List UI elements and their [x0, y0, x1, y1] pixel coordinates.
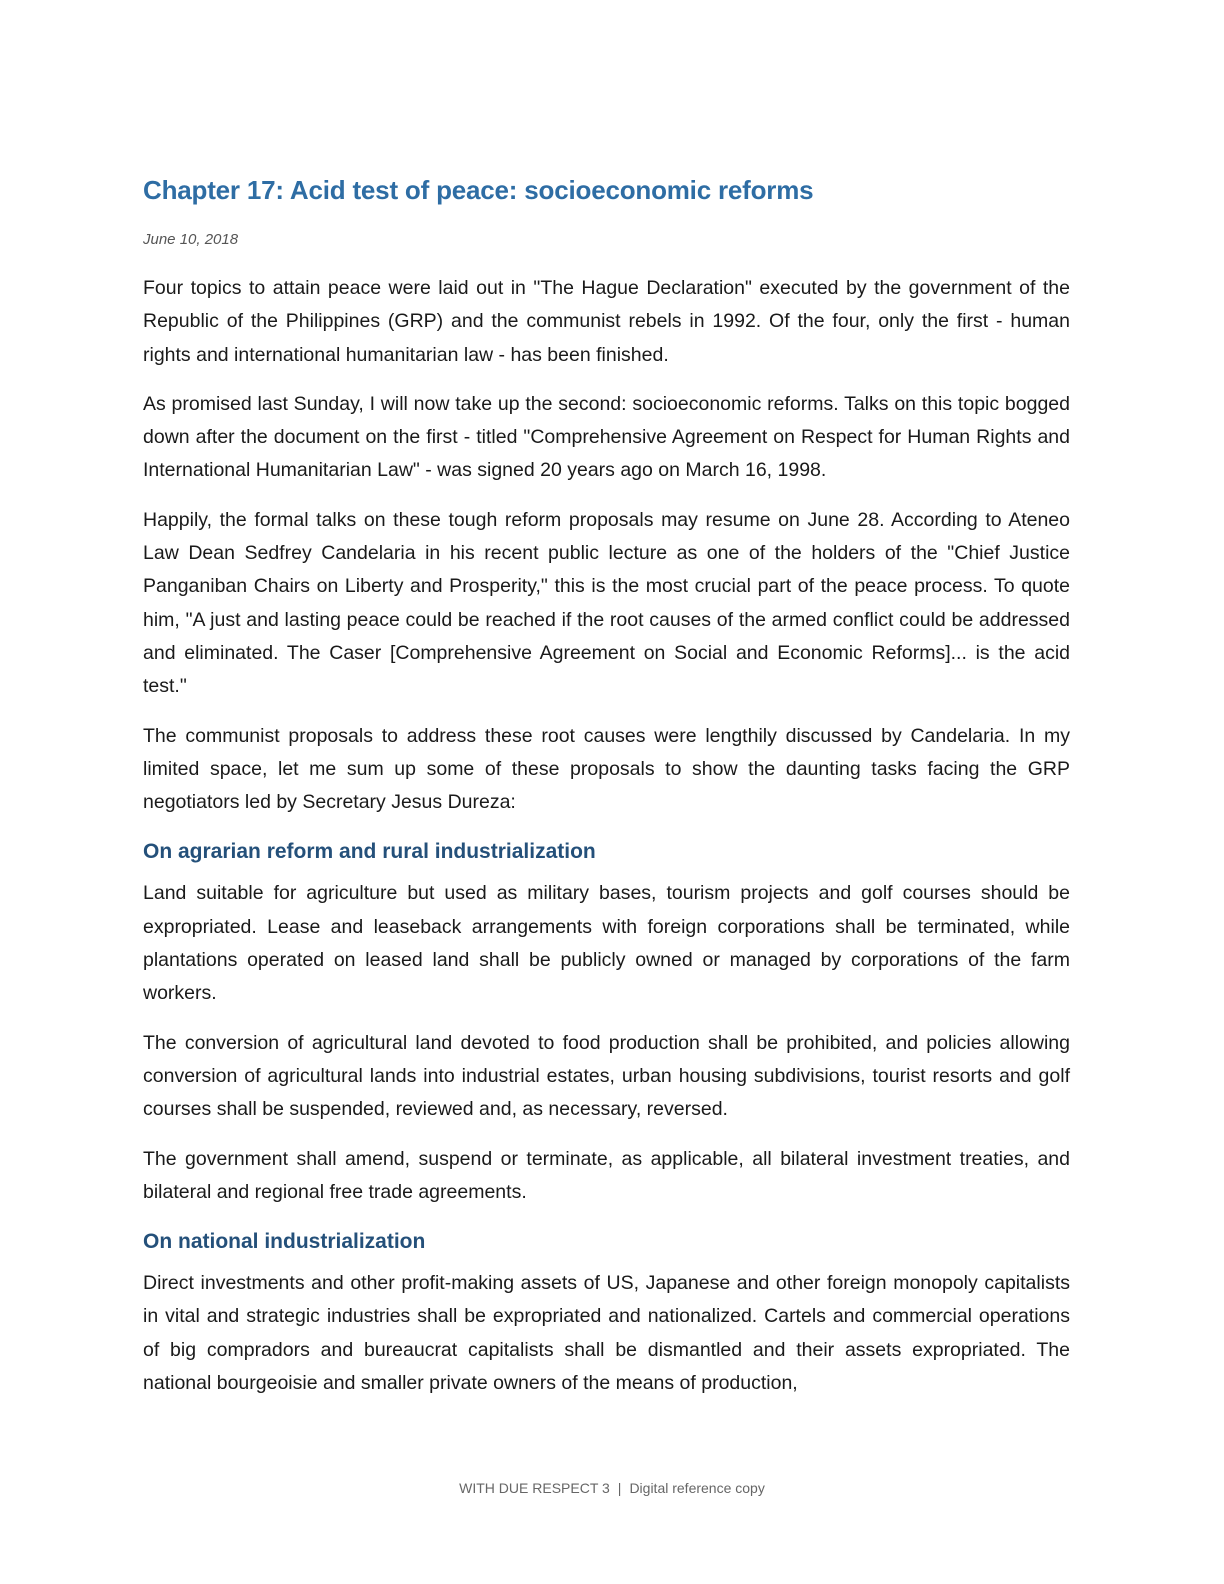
intro-paragraph-1: Four topics to attain peace were laid out in "The Hague Declaration" executed by the government of the Republic of the Philippines (GRP) and the communist rebels in 1992. Of the four, only the first - human rights and international humanitarian law - has been finished. [143, 277, 1070, 366]
agrarian-paragraph-2: The conversion of agricultural land devoted to food production shall be prohibited, and policies allowing conversion of agricultural lands into industrial estates, urban housing subdivisions, tourist resorts and golf courses shall be suspended, reviewed and, as necessary, reversed. [143, 1031, 1070, 1121]
intro-paragraph-2: As promised last Sunday, I will now take up the second: socioeconomic reforms. Talks on this topic bogged down after the document on the first - titled "Comprehensive Agreement on Respect for Human Rights and International Humanitarian Law" - was signed 20 years ago on March 16, 1998. [143, 392, 1070, 482]
publication-date: June 10, 2018 [143, 231, 239, 248]
footer-separator: | [617, 1480, 622, 1496]
footer-book-page: WITH DUE RESPECT 3 [459, 1480, 610, 1496]
footer-note: Digital reference copy [629, 1480, 765, 1496]
document-page [143, 170, 1070, 1400]
section-heading-agrarian-reform: On agrarian reform and rural industrialization [143, 840, 596, 864]
intro-paragraph-4: The communist proposals to address these root causes were lengthily discussed by Candelaria. In my limited space, let me sum up some of these proposals to show the daunting tasks facing the GRP negotiators led by Secretary Jesus Dureza: [143, 724, 1070, 814]
page-footer [0, 1478, 1224, 1498]
agrarian-paragraph-1: Land suitable for agriculture but used as military bases, tourism projects and golf courses should be expropriated. Lease and leaseback arrangements with foreign corporations shall be terminated, while plantations operated on leased land shall be publicly owned or managed by corporations of the farm workers. [143, 882, 1070, 1005]
industrialization-paragraph-1: Direct investments and other profit-making assets of US, Japanese and other foreign monopoly capitalists in vital and strategic industries shall be expropriated and nationalized. Cartels and commercial operations of big compradors and bureaucrat capitalists shall be dismantled and their assets expropriated. The national bourgeoisie and smaller private owners of the means of production, [143, 1272, 1070, 1395]
agrarian-paragraph-3: The government shall amend, suspend or terminate, as applicable, all bilateral investment treaties, and bilateral and regional free trade agreements. [143, 1147, 1070, 1203]
intro-paragraph-3: Happily, the formal talks on these tough reform proposals may resume on June 28. According to Ateneo Law Dean Sedfrey Candelaria in his recent public lecture as one of the holders of the "Chief Justice Panganiban Chairs on Liberty and Prosperity," this is the most crucial part of the peace process. To quote him, "A just and lasting peace could be reached if the root causes of the armed conflict could be addressed and eliminated. The Caser [Comprehensive Agreement on Social and Economic Reforms]... is the acid test." [143, 508, 1070, 698]
chapter-title: Chapter 17: Acid test of peace: socioeconomic reforms [143, 175, 814, 205]
section-heading-national-industrialization: On national industrialization [143, 1230, 426, 1254]
